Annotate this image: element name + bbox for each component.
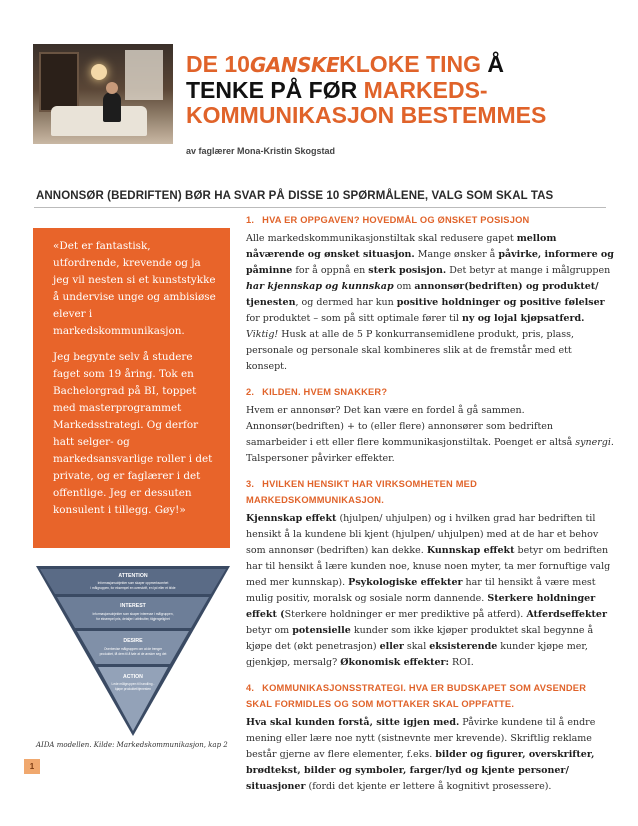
photo-sofa xyxy=(51,106,147,136)
page-title xyxy=(186,52,616,128)
aida-desire-text-1: Overbevise målgruppen om at de trenger xyxy=(103,647,163,651)
question-3 xyxy=(246,476,614,671)
page-number: 1 xyxy=(24,759,40,774)
question-4-number: 4. xyxy=(246,683,255,693)
question-3-number: 3. xyxy=(246,479,255,489)
aida-desire-label: DESIRE xyxy=(123,638,143,644)
question-3-title xyxy=(246,476,614,508)
question-2-title-text: KILDEN. HVEM SNAKKER? xyxy=(262,387,388,397)
questions-column xyxy=(246,212,614,795)
title-mid: KLOKE TING xyxy=(339,51,488,77)
divider xyxy=(34,207,606,208)
title-prefix: DE 10 xyxy=(186,51,250,77)
question-2 xyxy=(246,384,614,467)
byline: av faglærer Mona-Kristin Skogstad xyxy=(186,146,336,156)
section-heading: ANNONSØR (BEDRIFTEN) BØR HA SVAR PÅ DISSE 10 SPØRMÅLENE, VALG SOM SKAL TAS xyxy=(36,190,554,202)
question-3-body: Kjennskap effekt (hjulpen/ uhjulpen) og i hvilken grad har bedriften til hensikt å la kundene bli kjent (hjulpen/ uhjulpen) med at de har et behov som annonsør (bedriften) kan dekke. Kunnskap effekt betyr om bedriften har til hensikt å lære kunden noe, knuse noen myter, ta mer fornuftige valg med mer kunnskap). Psykologiske effekter har til hensikt å være mest mulig positiv, moralsk og sosiale norm dannende. Sterkere holdninger effekt (Sterkere holdninger er mer prediktive på atferd). Atferdseffekter betyr om potensielle kunder som ikke kjøper produktet skal begynne å kjøpe det (økt penetrasjon) eller skal eksisterende kunder kjøpe mer, gjenkjøp, mersalg? Økonomisk effekter: ROI. xyxy=(246,513,611,668)
question-1-body: Alle markedskommunikasjonstiltak skal redusere gapet mellom nåværende og ønsket situasjon. Mange ønsker å påvirke, informere og påminne for å oppnå en sterk posisjon. Det betyr at mange i målgruppen har kjennskap og kunnskap om annonsør(bedriften) og produktet/ tjenesten, og dermed har kun positive holdninger og positive følelser for produktet – som på sitt optimale fører til ny og lojal kjøpsatferd. Viktig! Husk at alle de 5 P konkurransemidlene produkt, pris, plass, personale og personale skal kombineres slik at de fremstår med ett konsept. xyxy=(246,233,614,372)
title-script-word: GANSKE xyxy=(249,53,340,77)
question-2-body: Hvem er annonsør? Det kan være en fordel å gå sammen. Annonsør(bedriften) + to (eller flere) annonsører som bedriften samarbeider i ett eller flere kommunikasjonstiltak. Poenget er altså synergi. Talspersoner påvirker effekter. xyxy=(246,405,614,464)
aida-interest-text-2: for eksempel pris, detaljer i attributter, tilgjengelighet xyxy=(96,617,170,621)
quote-box xyxy=(33,228,230,548)
photo-person xyxy=(103,92,121,122)
title-end: Å xyxy=(487,51,504,77)
title-line2-black: TENKE PÅ FØR xyxy=(186,77,358,103)
question-2-number: 2. xyxy=(246,387,255,397)
aida-action-text-2: kjøpe produktet/tjenesten xyxy=(115,687,151,691)
title-line2-orange: MARKEDS- xyxy=(357,77,488,103)
question-4-title-text: KOMMUNIKASJONSSTRATEGI. HVA ER BUDSKAPET SOM AVSENDER SKAL FORMIDLES OG SOM MOTTAKER SKAL OPPFATTE. xyxy=(246,683,587,709)
question-3-title-text: HVILKEN HENSIKT HAR VIRKSOMHETEN MED MARKEDSKOMMUNIKASJON. xyxy=(246,479,477,505)
question-1-title-text: HVA ER OPPGAVEN? HOVEDMÅL OG ØNSKET POSISJON xyxy=(262,215,530,225)
photo-person-head xyxy=(106,82,118,94)
quote-paragraph-1: «Det er fantastisk, utfordrende, krevende og ja jeg vil nesten si et kunststykke å undervise unge og ambisiøse elever i markedskommunikasjon. xyxy=(53,240,216,337)
question-1-number: 1. xyxy=(246,215,255,225)
question-4-title xyxy=(246,680,614,712)
quote-paragraph-2: Jeg begynte selv å studere faget som 19 åring. Tok en Bachelorgrad på BI, toppet med masterprogrammet Markedsstrategi. Og derfor hatt selger- og markedsansvarlige roller i det private, og er faglærer i det offentlige. Jeg er dessuten konsulent i tillegg. Gøy!» xyxy=(53,351,213,516)
question-2-title xyxy=(246,384,614,400)
question-1 xyxy=(246,212,614,375)
photo-window xyxy=(125,50,163,100)
aida-caption: AIDA modellen. Kilde: Markedskommunikasjon, kap 2 xyxy=(36,741,228,749)
photo-lamp xyxy=(91,64,107,80)
aida-attention-text-2: i målgruppen, for eksempel en overskrift, en lyd eller et bilde xyxy=(90,586,176,590)
aida-attention-text-1: Informasjonsobjekter som skaper oppmerksomhet xyxy=(97,581,169,585)
aida-action-label: ACTION xyxy=(123,674,143,680)
question-4-body: Hva skal kunden forstå, sitte igjen med. Påvirke kundene til å endre mening eller lære noe nytt (sistnevnte mer krevende). Skriftlig reklame består gjerne av flere elementer, f.eks. bilder og figurer, overskrifter, brødtekst, bilder og symboler, farger/lyd og kjente personer/ situasjoner (fordi det kjente er lettere å kognitivt prosessere). xyxy=(246,717,596,792)
title-line-2 xyxy=(186,78,616,103)
aida-action-text-1: Lede målgruppen til handling - xyxy=(111,682,155,686)
aida-interest-label: INTEREST xyxy=(120,603,146,609)
aida-interest-text-1: Informasjonsobjekter som skaper interesse i målgruppen, xyxy=(92,612,174,616)
title-line-1 xyxy=(186,52,616,78)
question-4 xyxy=(246,680,614,795)
photo-shelf xyxy=(39,52,79,112)
header-photo xyxy=(33,44,173,144)
aida-desire-text-2: produktet, få dem til å føle at de ønsker seg det xyxy=(99,652,167,656)
aida-diagram xyxy=(36,566,230,736)
title-line-3: KOMMUNIKASJON BESTEMMES xyxy=(186,102,547,128)
aida-attention-label: ATTENTION xyxy=(118,573,148,579)
question-1-title xyxy=(246,212,614,228)
